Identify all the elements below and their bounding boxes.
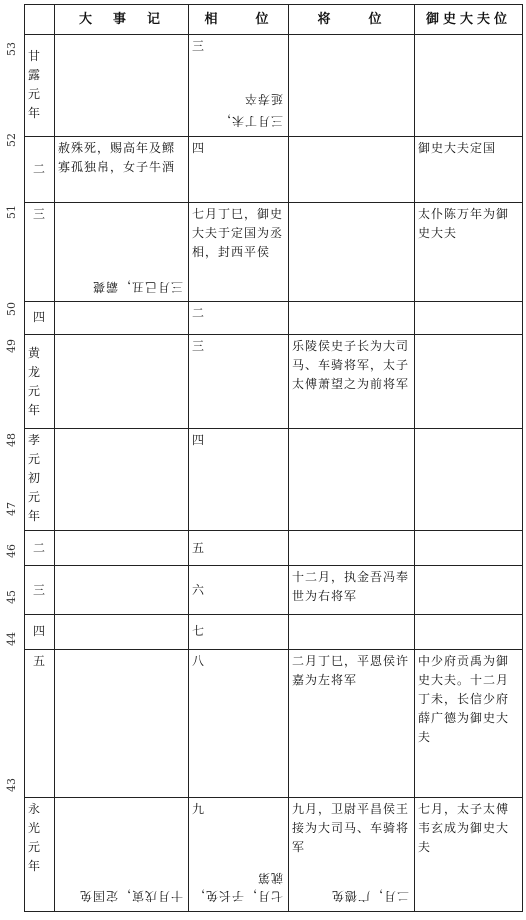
general-cell <box>289 302 415 335</box>
header-chancellor: 相 位 <box>189 5 289 35</box>
inverted-note: 二月，广德免 <box>330 889 409 904</box>
year-cell: 三 <box>25 202 55 302</box>
chancellor-cell: 七月丁巳，御史大夫于定国为丞相，封西平侯 <box>189 202 289 302</box>
chancellor-cell: 四 <box>189 429 289 531</box>
margin-number: 48 <box>5 433 18 447</box>
censor-cell: 中少府贡禹为御史大夫。十二月丁未，长信少府薛广德为御史大夫 <box>415 649 523 797</box>
table-row <box>25 136 523 202</box>
chancellor-cell: 二 <box>189 302 289 335</box>
censor-cell <box>415 302 523 335</box>
header-censor: 御史大夫位 <box>415 5 523 35</box>
year-cell: 三 <box>25 566 55 615</box>
margin-number: 46 <box>5 544 18 558</box>
margin-number: 53 <box>5 42 18 56</box>
events-cell <box>55 35 189 137</box>
table-row <box>25 566 523 615</box>
censor-cell <box>415 334 523 429</box>
table-row <box>25 334 523 429</box>
events-cell <box>55 334 189 429</box>
chancellor-cell: 四 <box>189 136 289 202</box>
header-general: 将 位 <box>289 5 415 35</box>
table-row <box>25 649 523 797</box>
table-row <box>25 35 523 137</box>
margin-number: 50 <box>5 302 18 316</box>
events-cell <box>55 798 189 912</box>
censor-cell <box>415 566 523 615</box>
events-cell <box>55 649 189 797</box>
general-cell <box>289 798 415 912</box>
censor-cell <box>415 530 523 566</box>
events-cell <box>55 566 189 615</box>
table-row <box>25 302 523 335</box>
table-header-row <box>25 5 523 35</box>
censor-cell: 太仆陈万年为御史大夫 <box>415 202 523 302</box>
chancellor-text: 三 <box>192 39 206 53</box>
year-cell: 永光元年 <box>25 798 55 912</box>
events-cell: 赦殊死，赐高年及鳏寡孤独帛，女子牛酒 <box>55 136 189 202</box>
chancellor-cell: 八 <box>189 649 289 797</box>
general-cell <box>289 530 415 566</box>
year-cell: 孝元初元年 <box>25 429 55 531</box>
header-year <box>25 5 55 35</box>
events-cell <box>55 202 189 302</box>
chronology-table <box>24 4 523 912</box>
censor-cell: 御史大夫定国 <box>415 136 523 202</box>
chancellor-text: 九 <box>192 802 206 817</box>
general-cell: 十二月，执金吾冯奉世为右将军 <box>289 566 415 615</box>
censor-cell <box>415 429 523 531</box>
general-text: 九月，卫尉平昌侯王接为大司马、车骑将军 <box>292 802 410 855</box>
general-cell <box>289 615 415 650</box>
events-cell <box>55 530 189 566</box>
general-cell: 二月丁巳，平恩侯许嘉为左将军 <box>289 649 415 797</box>
table-row <box>25 202 523 302</box>
inverted-note: 十月戊寅，定国免 <box>78 889 183 904</box>
margin-number: 43 <box>5 778 18 792</box>
year-cell: 四 <box>25 302 55 335</box>
events-cell <box>55 615 189 650</box>
margin-number: 52 <box>5 133 18 147</box>
chancellor-cell <box>189 35 289 137</box>
header-events: 大 事 记 <box>55 5 189 35</box>
year-cell: 二 <box>25 530 55 566</box>
chancellor-cell: 七 <box>189 615 289 650</box>
table-row <box>25 429 523 531</box>
censor-cell <box>415 615 523 650</box>
margin-year-numbers <box>0 0 24 920</box>
censor-cell: 七月，太子太傅韦玄成为御史大夫 <box>415 798 523 912</box>
general-cell <box>289 202 415 302</box>
chancellor-cell <box>189 798 289 912</box>
margin-number: 45 <box>5 590 18 604</box>
general-cell <box>289 429 415 531</box>
margin-number: 44 <box>5 632 18 646</box>
year-cell: 甘露元年 <box>25 35 55 137</box>
general-cell <box>289 136 415 202</box>
margin-number: 49 <box>5 339 18 353</box>
inverted-note: 三月己丑，霸薨 <box>91 279 183 294</box>
year-cell: 黄龙元年 <box>25 334 55 429</box>
general-cell <box>289 35 415 137</box>
events-cell <box>55 302 189 335</box>
general-cell: 乐陵侯史子长为大司马、车骑将军，太子太傅萧望之为前将军 <box>289 334 415 429</box>
table-row <box>25 530 523 566</box>
chancellor-cell: 五 <box>189 530 289 566</box>
year-cell: 五 <box>25 649 55 797</box>
inverted-note: 三月丁未， <box>217 114 283 128</box>
margin-number: 47 <box>5 502 18 516</box>
table-row <box>25 615 523 650</box>
table-row <box>25 798 523 912</box>
year-cell: 二 <box>25 136 55 202</box>
inverted-note: 就第 <box>256 871 283 886</box>
events-cell <box>55 429 189 531</box>
margin-number: 51 <box>5 205 18 219</box>
censor-cell <box>415 35 523 137</box>
inverted-note: 七月，子长免， <box>191 889 283 904</box>
year-cell: 四 <box>25 615 55 650</box>
chancellor-cell: 六 <box>189 566 289 615</box>
inverted-note: 延寿卒 <box>243 92 283 106</box>
chancellor-cell: 三 <box>189 334 289 429</box>
